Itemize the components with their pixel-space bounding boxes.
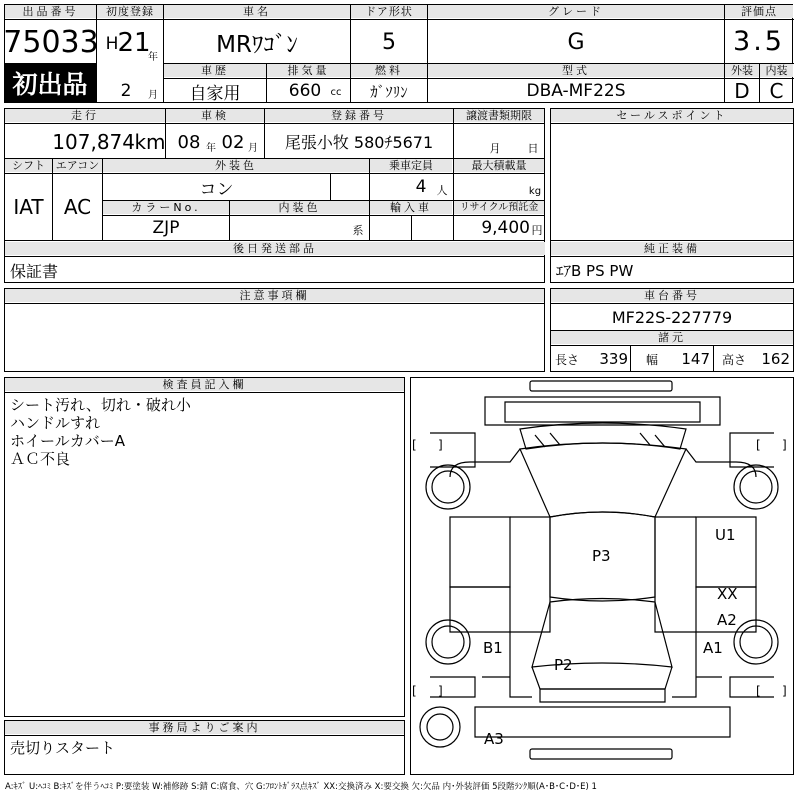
int-label: 内装: [760, 64, 793, 77]
lot-number: 75033: [3, 24, 99, 60]
grade-label: グレード: [428, 5, 724, 18]
model-value: DBA-MF22S: [526, 81, 626, 101]
first-reg-era: H: [105, 34, 119, 54]
inspector-note: ＡＣ不良: [10, 450, 71, 468]
svg-text:[: [: [412, 684, 417, 698]
history-value: 自家用: [189, 83, 241, 104]
office-label: 事務局よりご案内: [5, 721, 404, 734]
car-name-label: 車名: [164, 5, 350, 18]
int-color-label: 内装色: [230, 201, 369, 214]
displacement-label: 排気量: [267, 64, 350, 77]
inspector-note: シート汚れ、切れ・破れ小: [10, 396, 191, 414]
car-diagram: [410, 377, 794, 775]
dimensions-label: 諸元: [551, 331, 793, 344]
mileage-label: 走行: [5, 109, 165, 122]
width-value: 147: [681, 350, 710, 368]
first-reg-month-unit: 月: [148, 89, 158, 101]
mark-p2: P2: [554, 656, 573, 674]
mark-xx: XX: [717, 585, 738, 603]
capacity-value: 4: [415, 177, 427, 197]
lot-label: 出品番号: [5, 5, 96, 18]
equipment-value: ｴｱB PS PW: [556, 261, 634, 280]
office-value: 売切りスタート: [10, 738, 116, 757]
svg-text:[: [: [756, 438, 761, 452]
svg-text:[: [: [756, 684, 761, 698]
inspection-label: 車検: [166, 109, 264, 122]
first-reg-label: 初度登録: [97, 5, 163, 18]
displacement-unit: cc: [330, 86, 342, 98]
caution-label: 注意事項欄: [5, 289, 544, 302]
shift-value: IAT: [13, 195, 44, 219]
mark-p3: P3: [592, 547, 611, 565]
int-grade: C: [769, 79, 784, 103]
grade-value: G: [567, 29, 585, 55]
inspection-month-unit: 月: [248, 142, 258, 154]
height-value: 162: [761, 350, 790, 368]
fuel-value: ｶﾞｿﾘﾝ: [370, 82, 408, 101]
inspector-note: ハンドルすれ: [10, 414, 101, 432]
inspection-month: 02: [221, 131, 245, 153]
height-label: 高さ: [722, 352, 747, 367]
inspection-year-unit: 年: [206, 142, 216, 154]
svg-text:]: ]: [782, 438, 787, 452]
transfer-day-unit: 日: [527, 142, 539, 155]
ext-label: 外装: [725, 64, 759, 77]
svg-text:[: [: [412, 438, 417, 452]
mileage-value: 107,874: [52, 130, 135, 154]
mark-b1: B1: [483, 639, 503, 657]
svg-text:]: ]: [782, 684, 787, 698]
shift-label: シフト: [5, 159, 52, 172]
mark-a1: A1: [703, 639, 723, 657]
car-name-value: MRﾜｺﾞﾝ: [216, 31, 298, 58]
first-listing-badge: 初出品: [4, 63, 96, 103]
width-label: 幅: [646, 352, 659, 367]
mileage-unit: km: [134, 130, 166, 154]
color-no-label: カラーNo.: [103, 201, 229, 214]
inspector-note: ホイールカバーA: [10, 432, 125, 450]
aircon-label: エアコン: [53, 159, 102, 172]
plate-value: 尾張小牧 580ﾁ5671: [284, 132, 434, 152]
inspection-year: 08: [177, 131, 201, 153]
first-reg-month: 2: [120, 81, 132, 101]
max-load-label: 最大積載量: [454, 159, 544, 172]
mark-u1: U1: [715, 526, 736, 544]
inspector-notes: [10, 396, 191, 468]
length-label: 長さ: [555, 352, 580, 367]
displacement-value: 660: [288, 81, 322, 101]
later-parts-label: 後日発送部品: [5, 242, 545, 255]
door-label: ドア形状: [351, 5, 427, 18]
score-value: 3.5: [733, 25, 785, 57]
sales-point-label: セールスポイント: [551, 109, 793, 122]
chassis-label: 車台番号: [551, 289, 793, 302]
door-value: 5: [382, 29, 396, 55]
fuel-label: 燃料: [351, 64, 427, 77]
recycle-unit: 円: [531, 224, 543, 237]
first-reg-year: 21: [117, 28, 151, 58]
capacity-unit: 人: [436, 184, 448, 197]
later-parts-value: 保証書: [10, 261, 59, 281]
inspector-label: 検査員記入欄: [5, 378, 404, 391]
plate-label: 登録番号: [265, 109, 453, 122]
chassis-value: MF22S-227779: [611, 307, 733, 327]
capacity-label: 乗車定員: [370, 159, 452, 172]
mark-a3: A3: [484, 730, 504, 748]
transfer-label: 譲渡書類期限: [454, 109, 544, 122]
import-label: 輸入車: [370, 201, 452, 214]
length-value: 339: [599, 350, 628, 368]
mark-a2: A2: [717, 611, 737, 629]
aircon-value: AC: [63, 195, 92, 219]
score-label: 評価点: [725, 5, 793, 18]
ext-color-value: コン: [199, 179, 234, 200]
recycle-label: リサイクル預託金: [454, 201, 544, 214]
ext-color-label: 外装色: [103, 159, 369, 172]
svg-text:]: ]: [438, 438, 443, 452]
int-color-unit: 系: [352, 224, 364, 237]
history-label: 車歴: [164, 64, 266, 77]
transfer-month-unit: 月: [489, 142, 501, 155]
max-load-unit: kg: [528, 185, 542, 197]
legend-text: A:ｷｽﾞ U:ﾍｺﾐ B:ｷｽﾞを伴うﾍｺﾐ P:要塗装 W:補修跡 S:錆 C:腐食、穴 G:ﾌﾛﾝﾄｶﾞﾗｽ点ｷｽﾞ XX:交換済み X:要交換 欠:欠品 内･外装評価 5段階ﾗﾝｸ順(A･B･C･D･E) 1: [5, 782, 597, 792]
model-label: 型式: [428, 64, 724, 77]
equipment-label: 純正装備: [551, 242, 793, 255]
ext-grade: D: [734, 79, 750, 103]
first-reg-year-unit: 年: [148, 51, 158, 63]
color-no-value: ZJP: [152, 218, 180, 238]
recycle-value: 9,400: [481, 218, 530, 238]
svg-text:]: ]: [438, 684, 443, 698]
